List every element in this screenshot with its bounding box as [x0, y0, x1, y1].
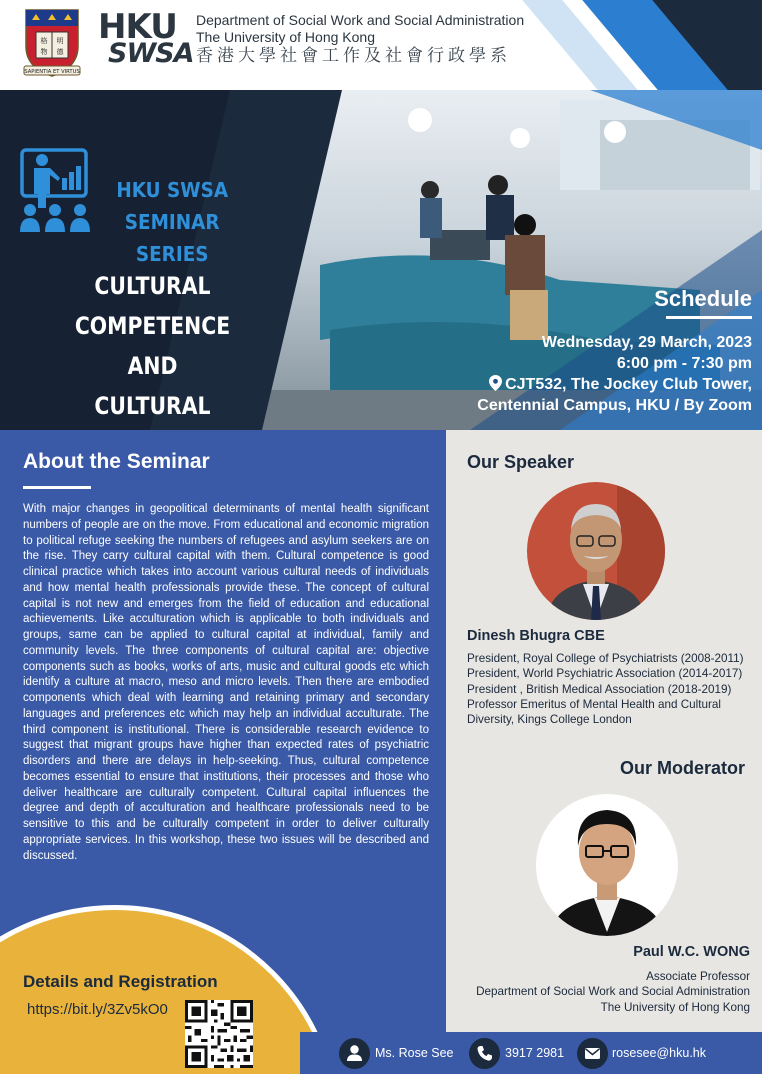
qr-code[interactable]	[185, 1000, 253, 1068]
schedule-date: Wednesday, 29 March, 2023	[541, 334, 752, 351]
phone-icon-glyph	[469, 1038, 500, 1069]
about-underline	[23, 486, 91, 489]
svg-text:SAPIENTIA ET VIRTUS: SAPIENTIA ET VIRTUS	[24, 69, 80, 75]
header	[0, 0, 762, 90]
moderator-role: Department of Social Work and Social Administration	[476, 985, 750, 999]
schedule-time: 6:00 pm - 7:30 pm	[616, 355, 752, 372]
moderator-photo	[536, 794, 678, 936]
speaker-role: President, World Psychiatric Association (2014-2017)	[467, 667, 743, 681]
seminar-series-title	[94, 174, 250, 270]
logo-hku: HKU	[98, 7, 177, 47]
speaker-role: President, Royal College of Psychiatrists (2008-2011)	[467, 652, 744, 665]
presentation-icon	[18, 148, 92, 232]
speaker-heading: Our Speaker	[467, 452, 575, 472]
about-body: With major changes in geopolitical determinants of mental health significant numbers of people are on the move. From educational and economic migration to political refuge seeking the numbers of refugees and asylum seekers are on the rise. They carry cultural capital with them. Cultural competence is good clinical practice which takes into account various cultural needs of individuals and how mental health professionals provide these. The concept of cultural capital is not new and emerges from the field of education and educational achievements. Like acculturation which is applicable to both individuals and groups, same can be applied to cultural capital at individual, family and community levels. The three components of cultural capital are: objective components such as books, works of arts, music and cultural goods etc which identify a culture at macro, meso and micro levels. Then there are embodied components which deal with learning and retaining primary and secondary languages and preferences etc which may help an individual acculturate. The third component is institutional. There is considerable research evidence to suggest that migrant groups have higher than expected rates of psychiatric disorders and there are delays in help-seeking. Thus, cultural competence becomes essential to ensure that institutions, their processes and those who deliver healthcare are culturally competent. Cultural capital influences the degree and depth of acculturation and healthcare professionals need to be sensitive to this and be culturally competent in order to deliver culturally appropriate services. In this workshop, these two issues will be described and discussed.	[23, 503, 429, 862]
person-icon	[339, 1038, 370, 1069]
title-line-2: AND	[127, 352, 178, 380]
title-line-3: CULTURAL	[94, 392, 211, 420]
phone-icon	[469, 1038, 500, 1069]
series-line-1: HKU SWSA	[116, 178, 229, 202]
logo-swsa: SWSA	[108, 38, 194, 69]
moderator-heading: Our Moderator	[619, 758, 745, 778]
banner	[0, 90, 762, 430]
contact-person: Ms. Rose See	[375, 1046, 454, 1060]
svg-text:明: 明	[56, 37, 64, 45]
person-icon-glyph	[339, 1038, 370, 1069]
schedule-venue-1	[392, 374, 752, 395]
schedule-heading: Schedule	[654, 286, 752, 311]
speaker-role: Diversity, Kings College London	[467, 713, 632, 727]
seminar-title	[48, 266, 256, 430]
department-name-chinese: 香港大學社會工作及社會行政學系	[196, 46, 511, 66]
speaker-roles	[467, 651, 762, 727]
email-icon	[577, 1038, 608, 1069]
department-name	[196, 12, 524, 46]
university-line: The University of Hong Kong	[196, 29, 375, 45]
about-section	[0, 430, 446, 1074]
registration-heading: Details and Registration	[23, 972, 218, 991]
moderator-roles	[446, 969, 750, 1015]
location-pin-icon	[489, 375, 502, 391]
speaker-role: President , British Medical Association (2018-2019)	[467, 682, 732, 696]
moderator-role: Associate Professor	[646, 970, 750, 983]
svg-text:格: 格	[40, 37, 48, 45]
moderator-name: Paul W.C. WONG	[633, 944, 750, 960]
venue-line-1: CJT532, The Jockey Club Tower,	[505, 376, 752, 393]
contact-email[interactable]: rosesee@hku.hk	[612, 1046, 706, 1060]
schedule-underline	[666, 316, 752, 319]
contact-phone[interactable]: 3917 2981	[505, 1046, 565, 1060]
moderator-role: The University of Hong Kong	[600, 1000, 750, 1014]
svg-text:物: 物	[40, 48, 48, 56]
envelope-icon-glyph	[577, 1038, 608, 1069]
speaker-name: Dinesh Bhugra CBE	[467, 628, 605, 644]
speaker-role: Professor Emeritus of Mental Health and Cultural	[467, 697, 721, 711]
people-panel	[446, 430, 762, 1032]
title-line-1: CULTURAL COMPETENCE	[74, 272, 231, 340]
hku-crest-icon	[22, 6, 82, 78]
department-line: Department of Social Work and Social Administration	[196, 12, 525, 28]
registration-link[interactable]: https://bit.ly/3Zv5kO0	[27, 1001, 168, 1018]
schedule-venue-2: Centennial Campus, HKU / By Zoom	[477, 397, 752, 414]
about-heading: About the Seminar	[23, 450, 210, 473]
speaker-photo	[527, 482, 665, 620]
svg-text:德: 德	[56, 48, 64, 56]
series-line-2: SEMINAR SERIES	[124, 210, 220, 266]
